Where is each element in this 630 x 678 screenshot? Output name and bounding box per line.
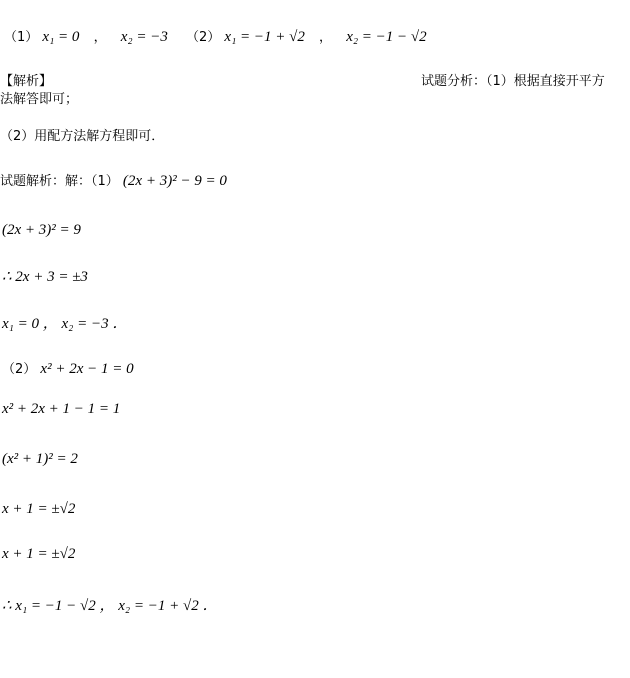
analysis-hint-line1: 试题分析：（1）根据直接开平方 bbox=[421, 74, 605, 89]
solution-intro: 试题解析：解：（1） bbox=[0, 174, 119, 189]
answer-part1-label: （1） bbox=[4, 30, 39, 45]
analysis-hint-line3: （2）用配方法解方程即可． bbox=[0, 129, 165, 144]
solution-step2-1: x² + 2x + 1 − 1 = 1 bbox=[2, 401, 121, 417]
solution-part2-label: （2） bbox=[2, 362, 37, 377]
answer-line bbox=[4, 26, 427, 46]
analysis-heading: 【解析】 bbox=[0, 74, 53, 89]
answer-part1-x2: x₂ = −3 bbox=[120, 29, 168, 45]
solution-step2-2: (x² + 1)² = 2 bbox=[2, 451, 78, 467]
solution-step1-1: (2x + 3)² = 9 bbox=[2, 222, 81, 238]
solution-step2-0: x² + 2x − 1 = 0 bbox=[40, 361, 134, 377]
solution-step1-0: (2x + 3)² − 9 = 0 bbox=[122, 173, 227, 189]
answer-part2-x1: x₁ = −1 + √2 bbox=[224, 29, 305, 45]
answer-part2-sep: ， bbox=[319, 30, 333, 45]
solution-step2-5: ∴ x₁ = −1 − √2 ， x₂ = −1 + √2 ． bbox=[2, 598, 218, 614]
answer-part1-x1: x₁ = 0 bbox=[42, 29, 80, 45]
solution-step1-3: x₁ = 0 ， x₂ = −3 ． bbox=[2, 316, 128, 332]
analysis-hint-line2: 法解答即可； bbox=[0, 92, 79, 107]
solution-step2-3: x + 1 = ±√2 bbox=[2, 501, 76, 517]
solution-step2-4: x + 1 = ±√2 bbox=[2, 546, 76, 562]
solution-part2-line bbox=[2, 358, 134, 378]
answer-part2-label: （2） bbox=[185, 30, 221, 45]
answer-part2-x2: x₂ = −1 − √2 bbox=[346, 29, 427, 45]
solution-intro-line bbox=[0, 170, 227, 190]
answer-part1-sep: ， bbox=[93, 30, 107, 45]
solution-step1-2: ∴ 2x + 3 = ±3 bbox=[2, 269, 88, 285]
